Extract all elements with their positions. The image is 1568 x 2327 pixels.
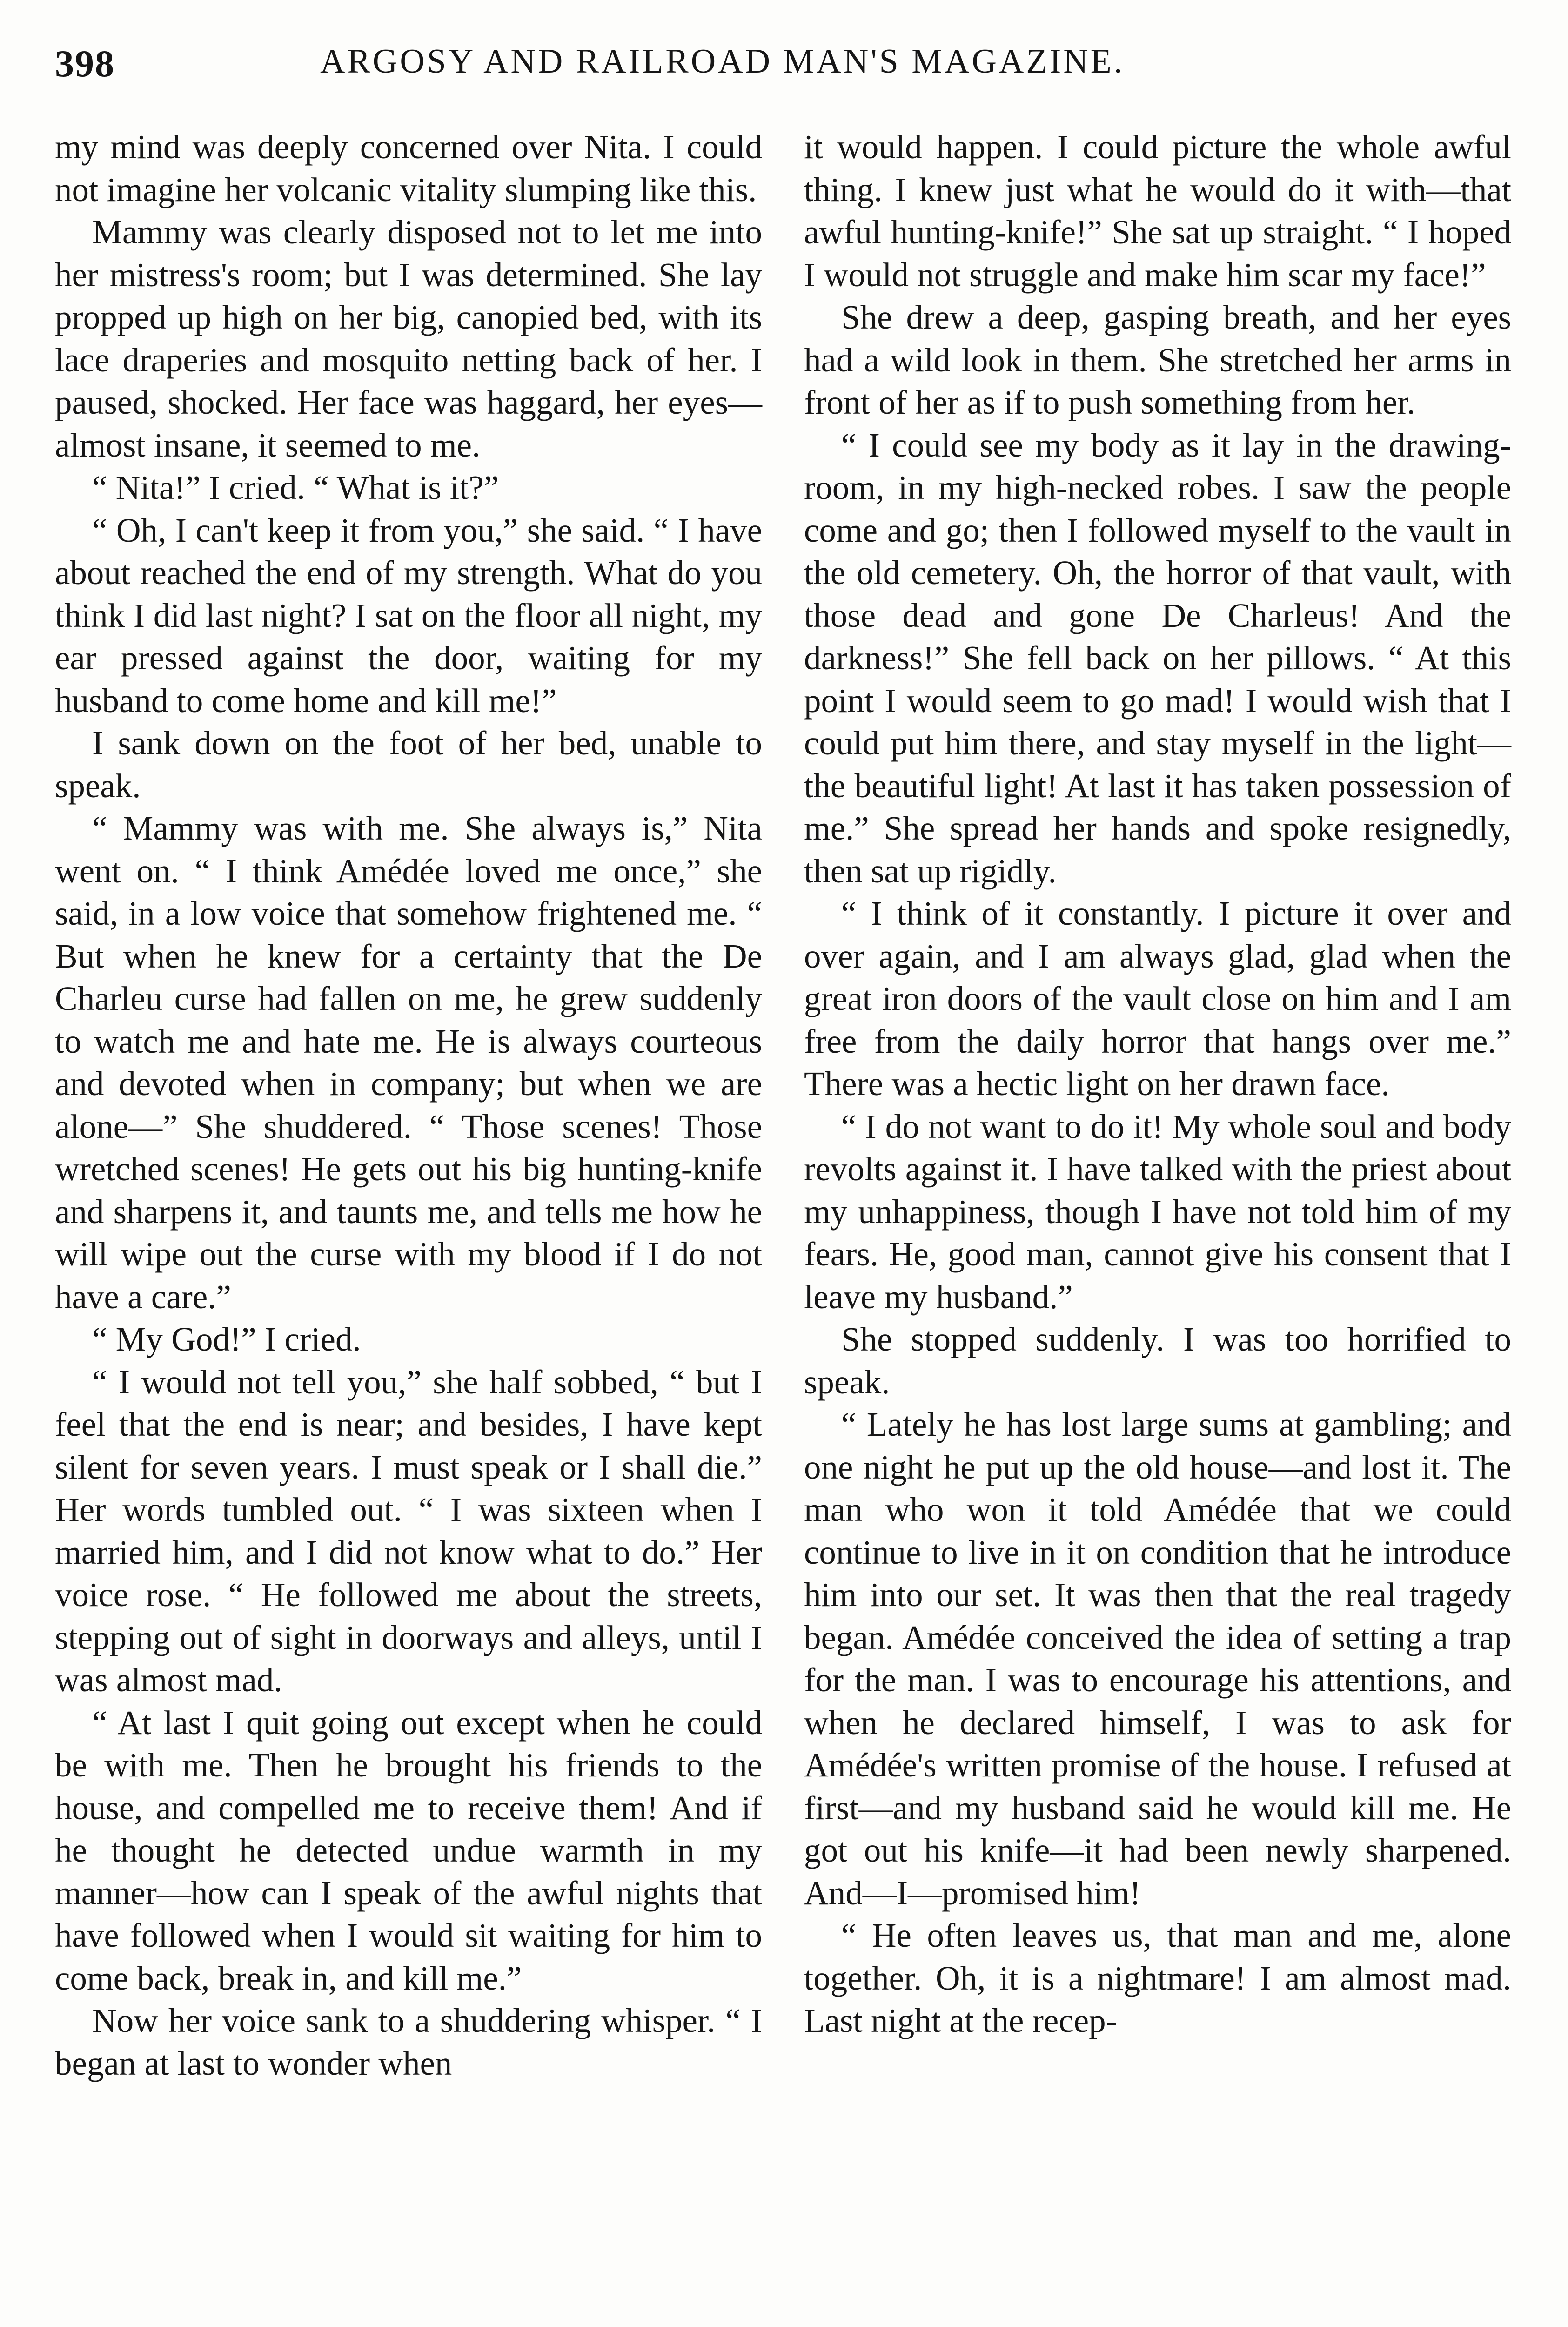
paragraph: “ My God!” I cried. (92, 1320, 361, 1358)
paragraph: “ Mammy was with me. She always is,” Nita went on. “ I think Amédée loved me once,” she said, in a low voice that somehow frightened me. “ But when he knew for a certainty that the De Charleu curse had fallen on me, he grew suddenly to watch me and hate me. He is always courteous and devoted when in company; but when we are alone—” She shuddered. “ Those scenes! Those wretched scenes! He gets out his big hunting-knife and sharpens it, and taunts me, and tells me how he will wipe out the curse with my blood if I do not have a care.” (55, 809, 762, 1316)
paragraph: She stopped suddenly. I was too horrified to speak. (804, 1320, 1511, 1401)
paragraph: it would happen. I could picture the whole awful thing. I knew just what he would do it with—that awful hunting-knife!” She sat up straight. “ I hoped I would not struggle and make him scar my face!” (804, 128, 1511, 294)
paragraph: “ He often leaves us, that man and me, alone together. Oh, it is a nightmare! I am almost mad. Last night at the recep- (804, 1917, 1511, 2039)
paragraph: I sank down on the foot of her bed, unable to speak. (55, 724, 762, 805)
left-column (55, 126, 762, 2085)
paragraph: She drew a deep, gasping breath, and her eyes had a wild look in them. She stretched her arms in front of her as if to push something from her. (804, 298, 1511, 421)
paragraph: my mind was deeply concerned over Nita. I could not imagine her volcanic vitality slumping like this. (55, 128, 762, 208)
page-number: 398 (55, 42, 115, 85)
page-header (55, 42, 1516, 93)
paragraph: “ Lately he has lost large sums at gambling; and one night he put up the old house—and lost it. The man who won it told Amédée that we could continue to live in it on condition that he introduce him into our set. It was then that the real tragedy began. Amédée conceived the idea of setting a trap for the man. I was to encourage his attentions, and when he declared himself, I was to ask for Amédée's written promise of the house. I refused at first—and my husband said he would kill me. He got out his knife—it had been newly sharpened. And—I—promised him! (804, 1406, 1511, 1912)
paragraph: “ Oh, I can't keep it from you,” she said. “ I have about reached the end of my strength. What do you think I did last night? I sat on the floor all night, my ear pressed against the door, waiting for my husband to come home and kill me!” (55, 511, 762, 720)
paragraph: “ I think of it constantly. I picture it over and over again, and I am always glad, glad when the great iron doors of the vault close on him and I am free from the daily horror that hangs over me.” There was a hectic light on her drawn face. (804, 894, 1511, 1103)
paragraph: “ Nita!” I cried. “ What is it?” (92, 469, 499, 506)
right-column (804, 126, 1511, 2042)
paragraph: Mammy was clearly disposed not to let me into her mistress's room; but I was determined. She lay propped up high on her big, canopied bed, with its lace draperies and mosquito netting back of her. I paused, shocked. Her face was haggard, her eyes—almost insane, it seemed to me. (55, 213, 762, 464)
paragraph: “ I would not tell you,” she half sobbed, “ but I feel that the end is near; and besides, I have kept silent for seven years. I must speak or I shall die.” Her words tumbled out. “ I was sixteen when I married him, and I did not know what to do.” Her voice rose. “ He followed me about the streets, stepping out of sight in doorways and alleys, until I was almost mad. (55, 1363, 762, 1699)
running-title: ARGOSY AND RAILROAD MAN'S MAGAZINE. (320, 42, 1125, 81)
paragraph: Now her voice sank to a shuddering whisper. “ I began at last to wonder when (55, 2002, 762, 2082)
paragraph: “ I do not want to do it! My whole soul and body revolts against it. I have talked with the priest about my unhappiness, though I have not told him of my fears. He, good man, cannot give his consent that I leave my husband.” (804, 1107, 1511, 1316)
paragraph: “ At last I quit going out except when he could be with me. Then he brought his friends to the house, and compelled me to receive them! And if he thought he detected undue warmth in my manner—how can I speak of the awful nights that have followed when I would sit waiting for him to come back, break in, and kill me.” (55, 1703, 762, 1997)
paragraph: “ I could see my body as it lay in the drawing-room, in my high-necked robes. I saw the people come and go; then I followed myself to the vault in the old cemetery. Oh, the horror of that vault, with those dead and gone De Charleus! And the darkness!” She fell back on her pillows. “ At this point I would seem to go mad! I would wish that I could put him there, and stay myself in the light—the beautiful light! At last it has taken possession of me.” She spread her hands and spoke resignedly, then sat up rigidly. (804, 426, 1511, 890)
